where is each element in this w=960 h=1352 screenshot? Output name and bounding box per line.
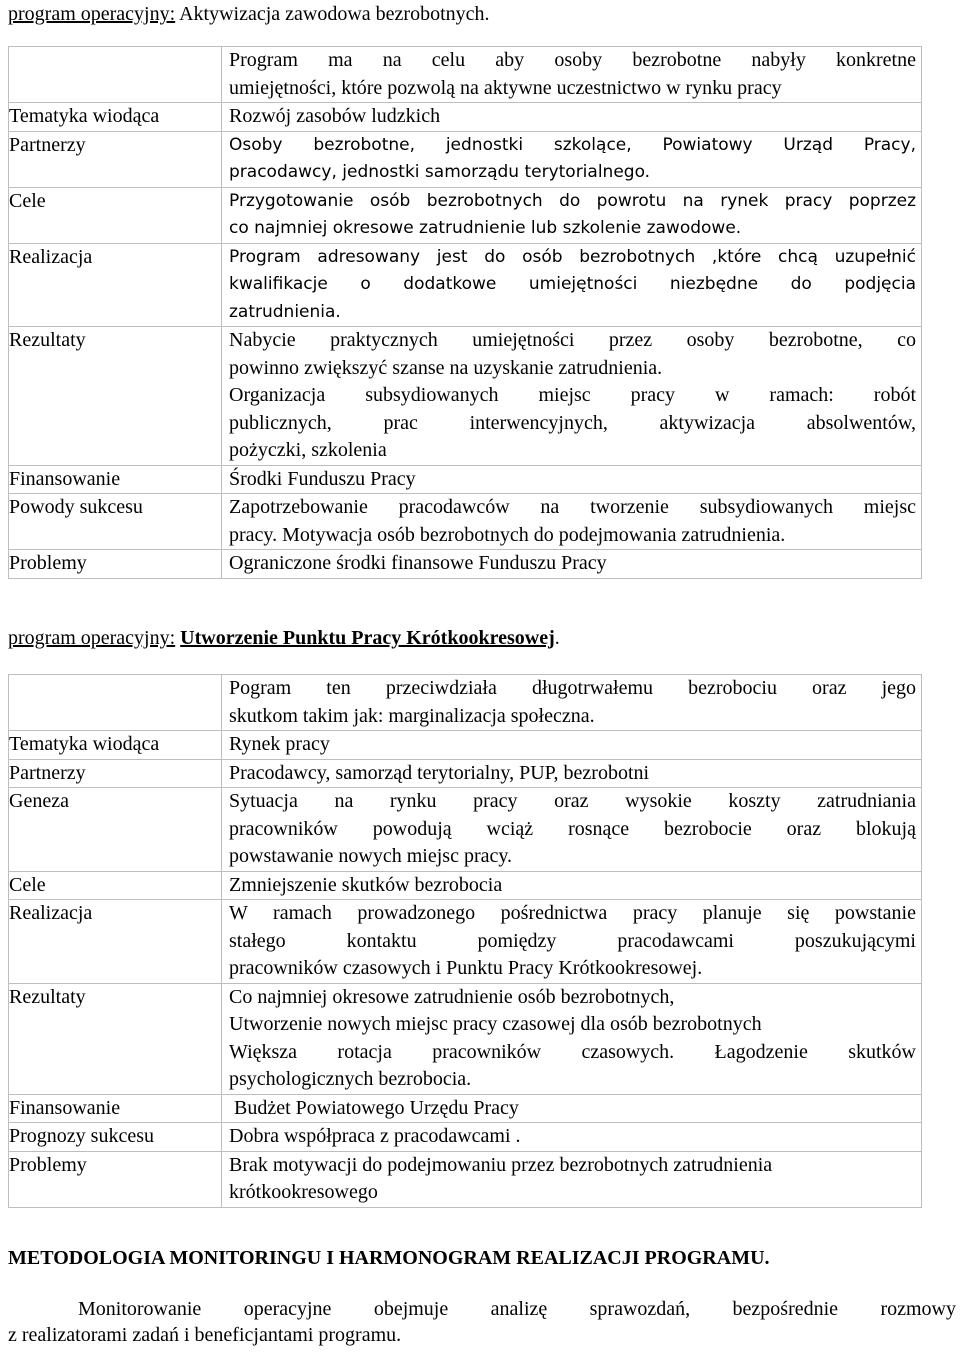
row-label: Tematyka wiodąca [9, 731, 222, 760]
program2-intro-line: Pogram ten przeciwdziała długotrwałemu bezrobociu oraz jego [229, 677, 916, 699]
row-label: Rezultaty [9, 983, 222, 1094]
program1-intro-line: Program ma na celu aby osoby bezrobotne nabyły konkretne [229, 49, 916, 71]
row-label: Tematyka wiodąca [9, 103, 222, 132]
row-value: Brak motywacji do podejmowaniu przez bezrobotnych zatrudnienia krótkookresowego [222, 1151, 922, 1207]
row-label: Cele [9, 187, 222, 243]
row-value: Rynek pracy [222, 731, 922, 760]
row-value: Sytuacja na rynku pracy oraz wysokie koszty zatrudniania pracowników powodują wciąż rosnące bezrobocie oraz blokują powstawanie nowych miejsc pracy. [222, 788, 922, 872]
program2-intro [222, 675, 922, 731]
program2-heading-end: . [554, 627, 560, 649]
table-row [9, 465, 922, 494]
table-row [9, 494, 922, 550]
methodology-line: Monitorowanie operacyjne obejmuje analizę sprawozdań, bezpośrednie rozmowy [78, 1298, 956, 1320]
table-row [9, 243, 922, 327]
row-value: Osoby bezrobotne, jednostki szkolące, Powiatowy Urząd Pracy, pracodawcy, jednostki samorządu terytorialnego. [222, 131, 922, 187]
table-row [9, 1151, 922, 1207]
program2-heading [8, 626, 560, 650]
row-value: Przygotowanie osób bezrobotnych do powrotu na rynek pracy poprzez co najmniej okresowe zatrudnienie lub szkolenie zawodowe. [222, 187, 922, 243]
row-value: Co najmniej okresowe zatrudnienie osób bezrobotnych, Utworzenie nowych miejsc pracy czasowej dla osób bezrobotnych Większa rotacja pracowników czasowych. Łagodzenie skutków psychologicznych bezrobocia. [222, 983, 922, 1094]
table-row [9, 788, 922, 872]
row-value: Pracodawcy, samorząd terytorialny, PUP, bezrobotni [222, 759, 922, 788]
table-row [9, 131, 922, 187]
program1-intro-line: umiejętności, które pozwolą na aktywne uczestnictwo w rynku pracy [229, 76, 782, 99]
row-value: Dobra współpraca z pracodawcami . [222, 1123, 922, 1152]
table-row [9, 983, 922, 1094]
row-label: Partnerzy [9, 131, 222, 187]
program2-intro-line: skutkom takim jak: marginalizacja społeczna. [229, 704, 595, 727]
row-value: Budżet Powiatowego Urzędu Pracy [222, 1094, 922, 1123]
program1-table [8, 46, 922, 579]
table-row [9, 871, 922, 900]
row-value: Środki Funduszu Pracy [222, 465, 922, 494]
row-label: Realizacja [9, 900, 222, 984]
table-row [9, 759, 922, 788]
methodology-line: z realizatorami zadań i beneficjantami programu. [8, 1324, 402, 1346]
table-row [9, 675, 922, 731]
program1-heading-title: Aktywizacja zawodowa bezrobotnych. [179, 3, 490, 25]
row-label: Partnerzy [9, 759, 222, 788]
program1-heading-prefix: program operacyjny: [8, 3, 176, 25]
row-label: Problemy [9, 1151, 222, 1207]
row-label: Cele [9, 871, 222, 900]
table-row [9, 900, 922, 984]
table-row [9, 103, 922, 132]
row-label: Geneza [9, 788, 222, 872]
row-value: Ograniczone środki finansowe Funduszu Pracy [222, 550, 922, 579]
row-value: Nabycie praktycznych umiejętności przez osoby bezrobotne, co powinno zwiększyć szanse na uzyskanie zatrudnienia. Organizacja subsydiowanych miejsc pracy w ramach: robót publicznych, prac interwencyjnych, aktywizacja absolwentów, pożyczki, szkolenia [222, 327, 922, 466]
program2-heading-title: Utworzenie Punktu Pracy Krótkookresowej [180, 627, 555, 649]
table-row [9, 187, 922, 243]
row-value: Rozwój zasobów ludzkich [222, 103, 922, 132]
row-label: Rezultaty [9, 327, 222, 466]
row-label: Finansowanie [9, 465, 222, 494]
program2-table [8, 674, 922, 1208]
table-row [9, 47, 922, 103]
table-row [9, 731, 922, 760]
program1-heading [8, 2, 490, 26]
methodology-title: METODOLOGIA MONITORINGU I HARMONOGRAM REALIZACJI PROGRAMU. [8, 1247, 770, 1269]
table-row [9, 1094, 922, 1123]
row-label: Prognozy sukcesu [9, 1123, 222, 1152]
program1-intro [222, 47, 922, 103]
program2-heading-prefix: program operacyjny: [8, 627, 176, 649]
table-row [9, 550, 922, 579]
row-label: Problemy [9, 550, 222, 579]
row-label: Finansowanie [9, 1094, 222, 1123]
table-row [9, 327, 922, 466]
table-row [9, 1123, 922, 1152]
row-value: Zapotrzebowanie pracodawców na tworzenie subsydiowanych miejsc pracy. Motywacja osób bezrobotnych do podejmowania zatrudnienia. [222, 494, 922, 550]
row-value: Program adresowany jest do osób bezrobotnych ,które chcą uzupełnić kwalifikacje o dodatkowe umiejętności niezbędne do podjęcia zatrudnienia. [222, 243, 922, 327]
row-label: Realizacja [9, 243, 222, 327]
methodology-paragraph [8, 1296, 956, 1348]
row-label: Powody sukcesu [9, 494, 222, 550]
row-value: Zmniejszenie skutków bezrobocia [222, 871, 922, 900]
row-value: W ramach prowadzonego pośrednictwa pracy planuje się powstanie stałego kontaktu pomiędzy pracodawcami poszukującymi pracowników czasowych i Punktu Pracy Krótkookresowej. [222, 900, 922, 984]
